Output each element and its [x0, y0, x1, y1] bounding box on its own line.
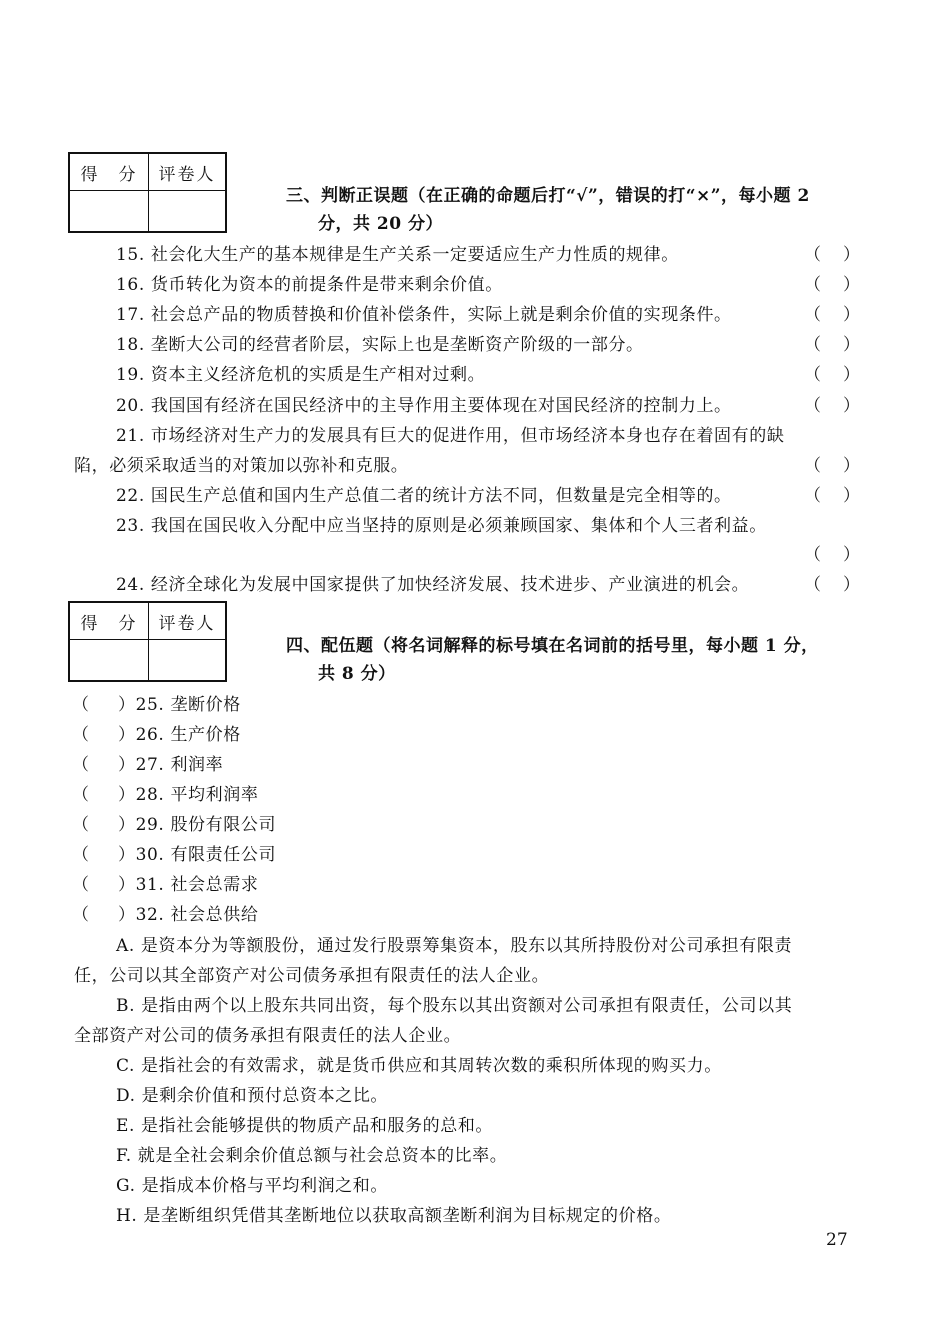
grader-label: 评卷人: [149, 602, 227, 640]
match-term-31[interactable]: （ ）31. 社会总需求: [72, 875, 259, 895]
option-a-line1: A. 是资本分为等额股份，通过发行股票筹集资本，股东以其所持股份对公司承担有限责: [116, 936, 793, 956]
question-15: 15. 社会化大生产的基本规律是生产关系一定要适应生产力性质的规律。: [116, 245, 679, 265]
option-b-line1: B. 是指由两个以上股东共同出资，每个股东以其出资额对公司承担有限责任，公司以其: [116, 996, 793, 1016]
score-label: 得 分: [69, 602, 149, 640]
option-a-line2: 任，公司以其全部资产对公司债务承担有限责任的法人企业。: [74, 966, 550, 986]
option-b-line2: 全部资产对公司的债务承担有限责任的法人企业。: [74, 1026, 462, 1046]
score-table-section4: [68, 601, 227, 682]
score-cell[interactable]: [69, 191, 149, 233]
answer-paren-24[interactable]: （ ）: [804, 575, 860, 595]
question-16: 16. 货币转化为资本的前提条件是带来剩余价值。: [116, 275, 503, 295]
question-23: 23. 我国在国民收入分配中应当坚持的原则是必须兼顾国家、集体和个人三者利益。: [116, 516, 767, 536]
answer-paren-20[interactable]: （ ）: [804, 396, 860, 416]
question-24: 24. 经济全球化为发展中国家提供了加快经济发展、技术进步、产业演进的机会。: [116, 575, 750, 595]
section3-title-line2: 分，共 20 分）: [318, 214, 443, 234]
answer-paren-22[interactable]: （ ）: [804, 486, 860, 506]
answer-paren-21[interactable]: （ ）: [804, 456, 860, 476]
match-term-29[interactable]: （ ）29. 股份有限公司: [72, 815, 277, 835]
question-17: 17. 社会总产品的物质替换和价值补偿条件，实际上就是剩余价值的实现条件。: [116, 305, 732, 325]
match-term-28[interactable]: （ ）28. 平均利润率: [72, 785, 259, 805]
grader-cell[interactable]: [149, 640, 227, 682]
question-20: 20. 我国国有经济在国民经济中的主导作用主要体现在对国民经济的控制力上。: [116, 396, 732, 416]
section4-title-line1: 四、配伍题（将名词解释的标号填在名词前的括号里，每小题 1 分，: [286, 636, 819, 656]
question-22: 22. 国民生产总值和国内生产总值二者的统计方法不同，但数量是完全相等的。: [116, 486, 732, 506]
question-18: 18. 垄断大公司的经营者阶层，实际上也是垄断资产阶级的一部分。: [116, 335, 644, 355]
section3-title-line1: 三、判断正误题（在正确的命题后打“√”，错误的打“×”，每小题 2: [286, 186, 810, 206]
answer-paren-16[interactable]: （ ）: [804, 275, 860, 295]
page-number: 27: [826, 1230, 848, 1250]
match-term-25[interactable]: （ ）25. 垄断价格: [72, 695, 241, 715]
question-19: 19. 资本主义经济危机的实质是生产相对过剩。: [116, 365, 486, 385]
score-label: 得 分: [69, 153, 149, 191]
answer-paren-17[interactable]: （ ）: [804, 305, 860, 325]
option-d: D. 是剩余价值和预付总资本之比。: [116, 1086, 389, 1106]
grader-label: 评卷人: [149, 153, 227, 191]
answer-paren-23[interactable]: （ ）: [804, 545, 860, 565]
option-g: G. 是指成本价格与平均利润之和。: [116, 1176, 388, 1196]
question-21-continued: 陷，必须采取适当的对策加以弥补和克服。: [74, 456, 409, 476]
option-e: E. 是指社会能够提供的物质产品和服务的总和。: [116, 1116, 494, 1136]
option-c: C. 是指社会的有效需求，就是货币供应和其周转次数的乘积所体现的购买力。: [116, 1056, 722, 1076]
match-term-27[interactable]: （ ）27. 利润率: [72, 755, 224, 775]
answer-paren-19[interactable]: （ ）: [804, 365, 860, 385]
answer-paren-18[interactable]: （ ）: [804, 335, 860, 355]
match-term-32[interactable]: （ ）32. 社会总供给: [72, 905, 259, 925]
score-cell[interactable]: [69, 640, 149, 682]
grader-cell[interactable]: [149, 191, 227, 233]
match-term-30[interactable]: （ ）30. 有限责任公司: [72, 845, 277, 865]
match-term-26[interactable]: （ ）26. 生产价格: [72, 725, 241, 745]
answer-paren-15[interactable]: （ ）: [804, 245, 860, 265]
score-table-section3: [68, 152, 227, 233]
question-21: 21. 市场经济对生产力的发展具有巨大的促进作用，但市场经济本身也存在着固有的缺: [116, 426, 785, 446]
option-f: F. 就是全社会剩余价值总额与社会总资本的比率。: [116, 1146, 508, 1166]
section4-title-line2: 共 8 分）: [318, 664, 396, 684]
option-h: H. 是垄断组织凭借其垄断地位以获取高额垄断利润为目标规定的价格。: [116, 1206, 672, 1226]
